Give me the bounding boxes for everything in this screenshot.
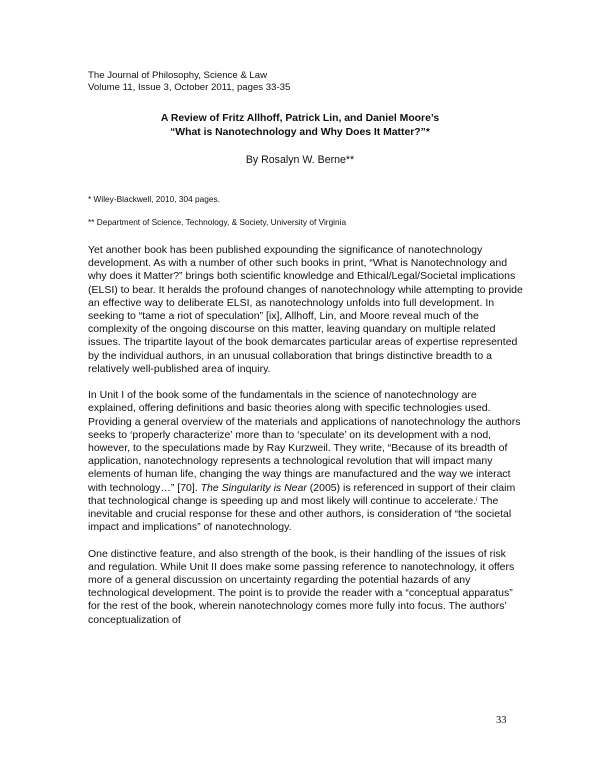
journal-issue: Volume 11, Issue 3, October 2011, pages 33-35 (88, 82, 291, 93)
paragraph-1: Yet another book has been published expounding the significance of nanotechnology development. As with a number of other such books in print, “What is Nanotechnology and why does it Matter?” brings both scientific knowledge and Ethical/Legal/Societal implications (ELSI) to bear. It heralds the profound changes of nanotechnology while attempting to provide an effective way to deliberate ELSI, as nanotechnology unfolds into full development. In seeking to “tame a riot of speculation” [ix], Allhoff, Lin, and Moore reveal much of the complexity of the ongoing discourse on this matter, leaving quandary on multiple related issues. The tripartite layout of the book demarcates particular areas of expertise represented by the individual authors, in an unusual collaboration that brings distinctive breadth to a relatively well-published area of inquiry. (88, 244, 523, 375)
paragraph-3: One distinctive feature, and also strength of the book, is their handling of the issues of risk and regulation. While Unit II does make some passing reference to nanotechnology, it offers more of a general discussion on uncertainty regarding the potential hazards of any technological development. The point is to provide the reader with a “conceptual apparatus” for the rest of the book, wherein nanotechnology comes more fully into focus. The authors’ conceptualization of (88, 547, 515, 626)
book-title-italic: The Singularity is Near (200, 481, 307, 494)
article-body (88, 244, 524, 640)
title-line-2: “What is Nanotechnology and Why Does It Matter?”* (170, 126, 430, 138)
footnote-star: * Wiley-Blackwell, 2010, 304 pages. (88, 194, 220, 204)
author-byline: By Rosalyn W. Berne** (245, 154, 355, 166)
paragraph-2-part-a: In Unit I of the book some of the fundamentals in the science of nanotechnology are explained, offering definitions and basic theories along with specific technologies used. Providing a general overview of the materials and applications of nanotechnology the authors seeks to ‘properly characterize’ more than to ‘speculate’ on its development with a nod, however, to the speculations made by Ray Kurzweil. They write, “Because of its breadth of application, nanotechnology represents a technological revolution that will impact many elements of human life, changing the way things are manufactured and the way we interact with technology…” [70]. (88, 389, 521, 494)
title-line-1: A Review of Fritz Allhoff, Patrick Lin, and Daniel Moore’s (160, 113, 440, 124)
paragraph-2-part-b: (2005) is referenced in support of their claim that technological change is speeding up and most likely will continue to accelerate. (88, 481, 516, 507)
paragraph-2-part-c: The inevitable and crucial response for these and other authors, is consideration of “the societal impact and implications” of nanotechnology. (88, 494, 512, 534)
endnote-marker[interactable]: i (476, 496, 478, 503)
journal-header (88, 70, 290, 94)
footnote-double-star: ** Department of Science, Technology, & Society, University of Virginia (88, 217, 347, 227)
review-title (0, 112, 600, 139)
paragraph-2 (88, 389, 524, 534)
journal-name: The Journal of Philosophy, Science & Law (88, 70, 268, 81)
page-number: 33 (496, 715, 507, 726)
